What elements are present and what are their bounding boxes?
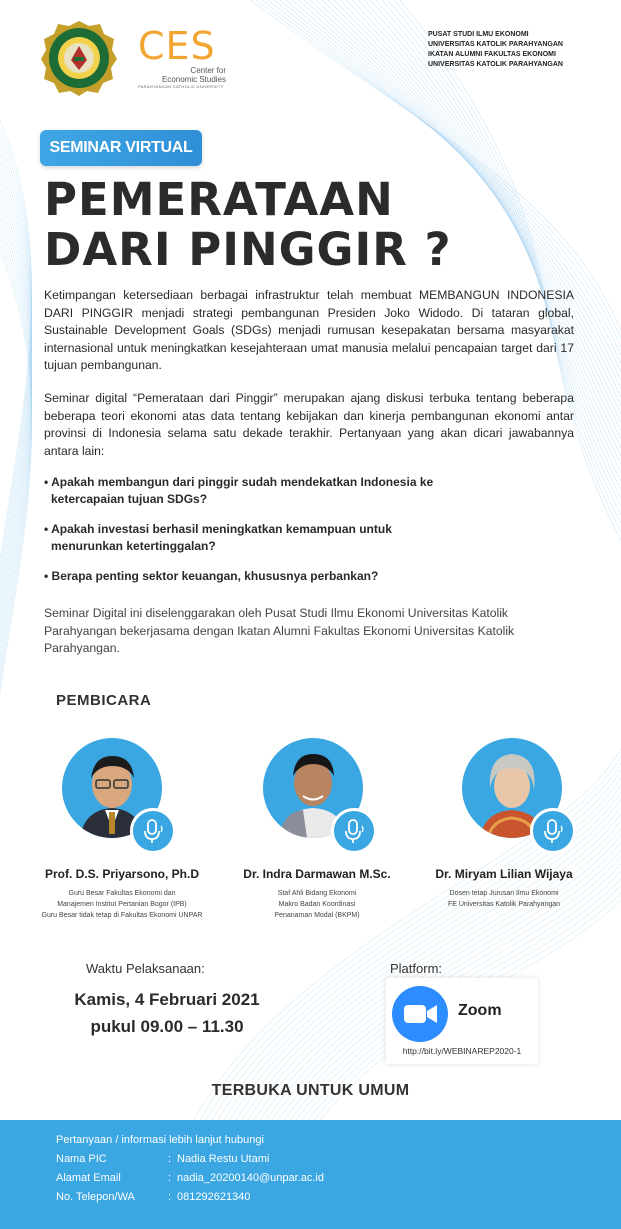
speaker-desc-line: Dosen tetap Jurusan Ilmu Ekonomi [449, 890, 559, 897]
org-line: UNIVERSITAS KATOLIK PARAHYANGAN [428, 41, 563, 48]
speaker-desc-line: FE Universitas Katolik Parahyangan [447, 901, 561, 908]
microphone-icon [530, 808, 576, 854]
zoom-link[interactable]: http://bit.ly/WEBINAREP2020-1 [402, 1046, 522, 1056]
seminar-badge: SEMINAR VIRTUAL [40, 130, 202, 166]
contact-email-value[interactable]: nadia_20200140@unpar.ac.id [177, 1172, 324, 1184]
open-to-public-label: TERBUKA UNTUK UMUM [211, 1082, 410, 1099]
ces-letters: CES [138, 24, 216, 68]
schedule-time: pukul 09.00 – 11.30 [90, 1017, 244, 1036]
organizer-note: Seminar Digital ini diselenggarakan oleh Pusat Studi Ilmu Ekonomi Universitas Katolik Parahyangan bekerjasama dengan Ikatan Alumni Fakultas Ekonomi Universitas Katolik Parahyangan. [44, 606, 515, 655]
speakers-heading: PEMBICARA [56, 692, 152, 709]
contact-label: Alamat Email [56, 1172, 121, 1184]
ces-university: PARAHYANGAN CATHOLIC UNIVERSITY [138, 84, 224, 89]
question-2 [44, 521, 544, 555]
contact-label: No. Telepon/WA [56, 1191, 135, 1203]
question-1 [44, 474, 544, 508]
question-text: • Apakah membangun dari pinggir sudah mendekatkan Indonesia ke [44, 475, 434, 489]
speaker-name: Dr. Indra Darmawan M.Sc. [243, 867, 391, 881]
speaker-desc-line: Makro Badan Koordinasi [278, 901, 356, 908]
microphone-icon [130, 808, 176, 854]
contact-sep: : [168, 1172, 172, 1184]
contact-sep: : [168, 1153, 172, 1165]
org-line: IKATAN ALUMNI FAKULTAS EKONOMI [428, 51, 556, 58]
question-3 [44, 568, 544, 585]
zoom-card[interactable] [386, 978, 538, 1064]
speaker-desc-line: Staf Ahli Bidang Ekonomi [277, 890, 357, 897]
question-text: • Apakah investasi berhasil meningkatkan kemampuan untuk [44, 522, 392, 536]
contact-phone-value[interactable]: 081292621340 [177, 1191, 251, 1203]
contact-label: Nama PIC [56, 1153, 107, 1165]
schedule-label: Waktu Pelaksanaan: [86, 961, 205, 976]
title-line2: DARI PINGGIR ? [44, 223, 452, 276]
title-line1: PEMERATAAN [44, 173, 394, 226]
contact-footer [0, 1120, 621, 1229]
microphone-icon [331, 808, 377, 854]
speaker-desc-line: Manajemen Institut Pertanian Bogor (IPB) [57, 901, 187, 908]
speaker-desc-line: Penanaman Modal (BKPM) [274, 912, 360, 919]
question-text: • Berapa penting sektor keuangan, khususnya perbankan? [44, 569, 379, 583]
org-line: PUSAT STUDI ILMU EKONOMI [428, 31, 529, 38]
zoom-label: Zoom [458, 1002, 502, 1019]
ces-sub-line2: Economic Studies [161, 75, 226, 84]
description-paragraph: Seminar digital “Pemerataan dari Pinggir” merupakan ajang diskusi terbuka tentang beberapa beberapa teori ekonomi atas data tentang kebijakan dan kinerja pembangunan ekonomi antar provinsi di Indonesia selama satu dekade terakhir. Pertanyaan yang akan dicari jawabannya antara lain: [44, 391, 574, 458]
ces-sub-line1: Center for [190, 66, 226, 75]
question-text: menurunkan ketertinggalan? [51, 539, 216, 553]
speaker-desc-line: Guru Besar Fakultas Ekonomi dan [68, 890, 176, 897]
organizer-lines [428, 30, 563, 70]
intro-paragraph: Ketimpangan ketersediaan berbagai infrastruktur telah membuat MEMBANGUN INDONESIA DARI PINGGIR menjadi strategi pembangunan Presiden Joko Widodo. Di tataran global, Sustainable Development Goals (SDGs) menjadi rumusan kesepakatan bersama masyarakat internasional untuk meningkatkan kesejahteraan umat manusia melalui pencapaian target dari 17 tujuan pembangunan. [44, 288, 574, 372]
unpar-logo [40, 20, 118, 96]
schedule-date: Kamis, 4 Februari 2021 [74, 990, 260, 1009]
platform-label: Platform: [390, 961, 443, 976]
speaker-name: Dr. Miryam Lilian Wijaya [435, 867, 573, 881]
contact-heading: Pertanyaan / informasi lebih lanjut hubungi [56, 1134, 264, 1146]
speaker-description [217, 888, 417, 921]
question-text: ketercapaian tujuan SDGs? [51, 492, 208, 506]
org-line: UNIVERSITAS KATOLIK PARAHYANGAN [428, 61, 563, 68]
zoom-icon [392, 986, 448, 1042]
speaker-name: Prof. D.S. Priyarsono, Ph.D [44, 867, 200, 881]
ces-logo [138, 26, 238, 100]
contact-sep: : [168, 1191, 172, 1203]
speaker-description [404, 888, 604, 910]
speaker-desc-line: Guru Besar tidak tetap di Fakultas Ekonomi UNPAR [41, 912, 203, 919]
speaker-description [22, 888, 222, 921]
contact-pic-value: Nadia Restu Utami [177, 1153, 270, 1165]
